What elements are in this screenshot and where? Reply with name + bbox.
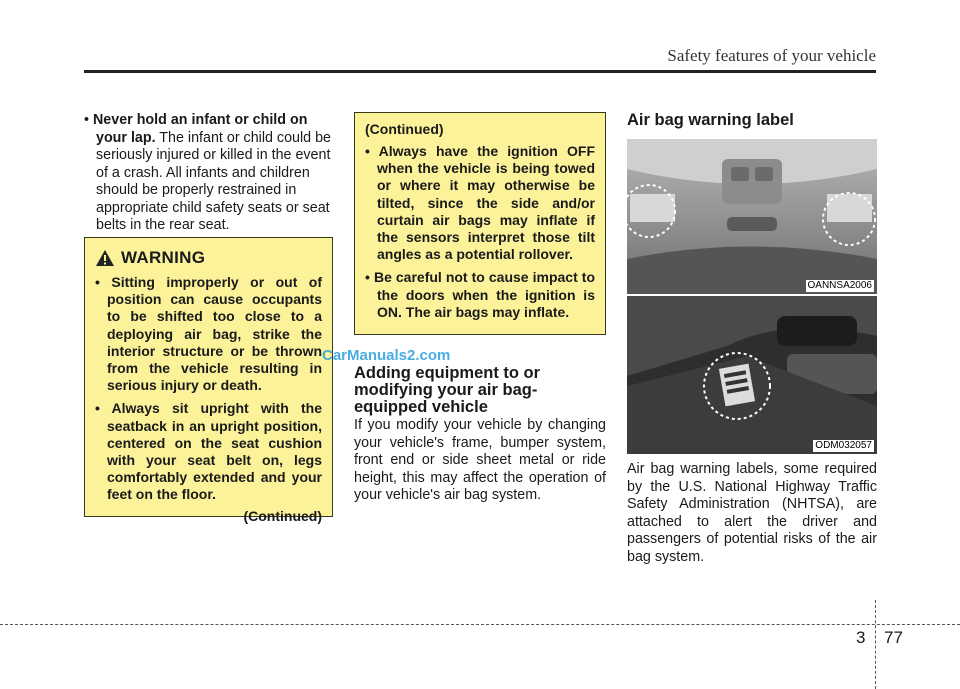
- continued-label: (Continued): [365, 121, 444, 137]
- adding-body: If you modify your vehicle by changing your vehicle's frame, bumper system, front end or side sheet metal or ride height, this may affect the operation of your vehicle's air bag system.: [354, 417, 606, 503]
- photo-code-2: ODM032057: [815, 440, 872, 451]
- dashboard-illustration: [627, 296, 877, 454]
- continued-label: (Continued): [243, 507, 322, 524]
- photo-code-1: OANNSA2006: [807, 280, 872, 291]
- section-heading-label: Air bag warning label: [627, 111, 794, 129]
- intro-bullet: [84, 112, 334, 235]
- warning-box-2: [354, 112, 606, 335]
- warning-heading: WARNING: [121, 248, 206, 267]
- label-body: Air bag warning labels, some required by the U.S. National Highway Traffic Safety Administration (NHTSA), are attached to alert the driver and passengers of potential risks of the air bag system.: [627, 461, 877, 565]
- running-header: Safety features of your vehicle: [667, 46, 876, 65]
- headliner-photo: [627, 139, 877, 294]
- section-heading-adding: Adding equipment to or modifying your air bag-equipped vehicle: [354, 364, 541, 416]
- warning-list-1: [95, 274, 322, 504]
- infant-bullet-bold: Never hold an infant or child on your lap.: [92, 112, 308, 146]
- headliner-illustration: [627, 139, 877, 294]
- header-rule: [84, 70, 876, 73]
- warning-item: • Always have the ignition OFF when the vehicle is being towed or where it may otherwise be tilted, since the side and/or curtain air bags may inflate if the sensors interpret those tilt angles as a potential rollover.: [365, 143, 595, 263]
- warning-box-1: [84, 237, 333, 524]
- warning-header: [95, 248, 322, 268]
- warning-item: • Sitting improperly or out of position can cause occupants to be shifted too close to a deploying air bag, strike the interior structure or be thrown from the vehicle resulting in serious injury or death.: [95, 274, 322, 394]
- warning-item: • Always sit upright with the seatback in an upright position, centered on the seat cushion with your seat belt on, legs comfortably extended and your feet on the floor.: [95, 400, 322, 503]
- warning-triangle-icon: [95, 249, 115, 267]
- footer-dashed-divider: [875, 600, 876, 689]
- page-number: 77: [884, 628, 903, 647]
- infant-bullet: • Never hold an infant or child on your lap. The infant or child could be seriously injured or killed in the event of a crash. All infants and children should be properly restrained in appropriate child safety seats or seat belts in the rear seat.: [84, 112, 331, 233]
- footer-dashed-rule: [0, 624, 960, 625]
- chapter-number: 3: [856, 628, 866, 647]
- dashboard-photo: [627, 296, 877, 454]
- warning-item: • Be careful not to cause impact to the doors when the ignition is ON. The air bags may inflate.: [365, 269, 595, 321]
- watermark-link[interactable]: CarManuals2.com: [322, 347, 451, 364]
- infant-bullet-text: The infant or child could be seriously injured or killed in the event of a crash. All infants and children should be properly restrained in appropriate child safety seats or seat belts in the rear seat.: [96, 129, 331, 233]
- warning-list-2: [365, 143, 595, 321]
